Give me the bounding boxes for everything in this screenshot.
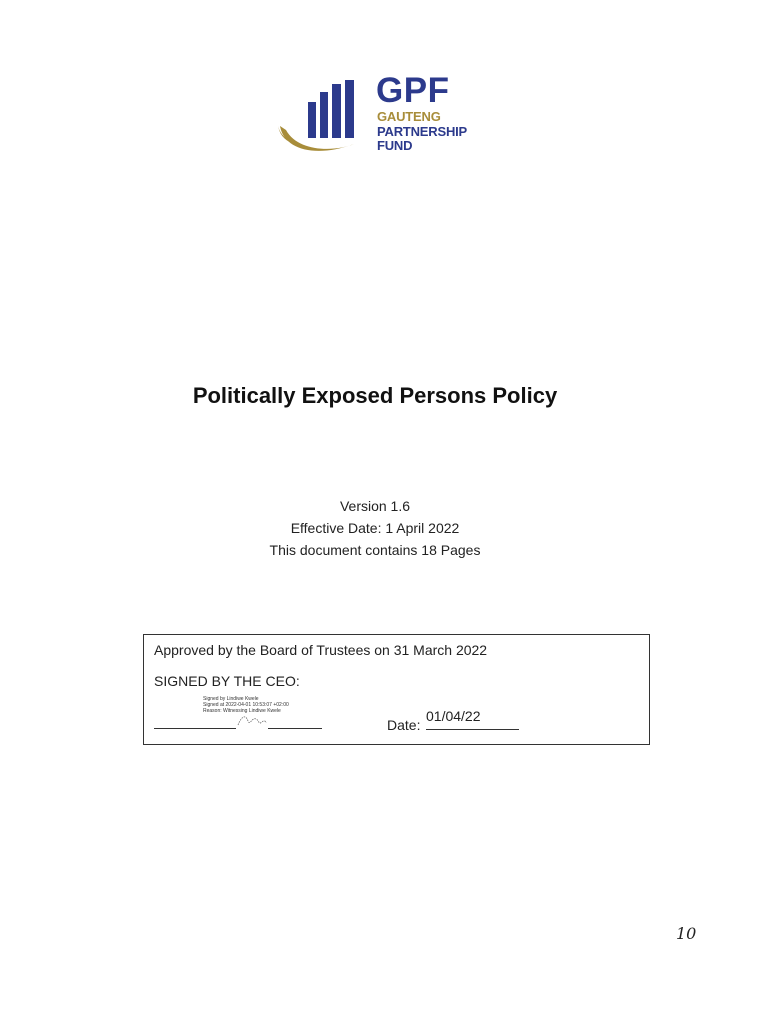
document-version: Version 1.6: [339, 498, 411, 514]
date-value: 01/04/22: [426, 708, 481, 724]
logo-line-gauteng: GAUTENG: [377, 109, 441, 124]
effective-date: Effective Date: 1 April 2022: [290, 520, 460, 536]
signature-scribble-icon: [236, 713, 268, 729]
logo-line-partnership: PARTNERSHIP: [377, 124, 468, 139]
date-label: Date:: [387, 717, 421, 733]
gpf-logo: [276, 70, 476, 170]
signature-signer: Signed by Lindiwe Kwele: [203, 696, 259, 702]
logo-line-fund: FUND: [377, 138, 413, 153]
signed-by-ceo-label: SIGNED BY THE CEO:: [154, 673, 300, 689]
gpf-logo-mark-icon: [276, 70, 376, 170]
approval-box: [143, 634, 650, 745]
signature-reason: Reason: Witnessing Lindiwe Kwele: [203, 708, 281, 714]
approval-statement: Approved by the Board of Trustees on 31 March 2022: [154, 642, 488, 658]
logo-acronym: GPF: [376, 71, 450, 110]
signature-timestamp: Signed at 2022-04-01 10:53:07 +02:00: [203, 702, 289, 708]
page-count: This document contains 18 Pages: [269, 542, 481, 558]
signature-line-right: [268, 728, 322, 729]
date-line: [426, 729, 519, 730]
signature-line-left: [154, 728, 236, 729]
document-title: Politically Exposed Persons Policy: [192, 383, 558, 408]
handwritten-page-mark: 10: [676, 924, 697, 943]
